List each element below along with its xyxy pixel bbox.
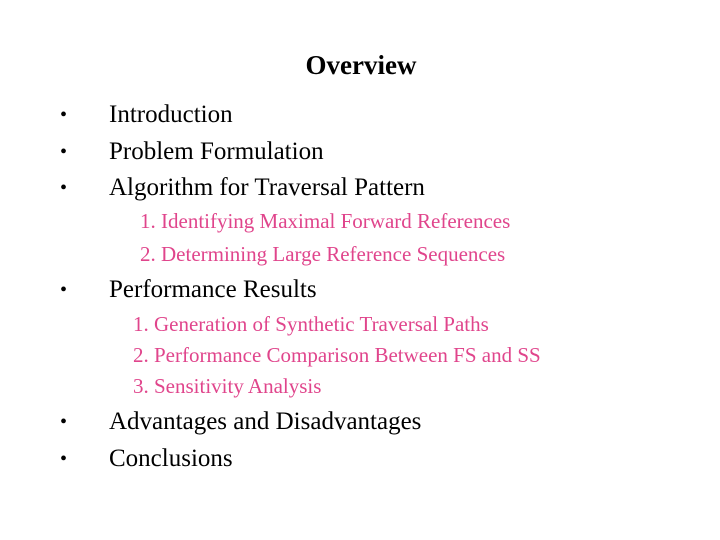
performance-subitem-1: 1. Generation of Synthetic Traversal Paths	[133, 312, 489, 336]
item-label: Advantages and Disadvantages	[109, 408, 422, 435]
slide-title	[0, 50, 720, 81]
bullet-icon: •	[60, 411, 68, 433]
bullet-icon: •	[60, 177, 68, 199]
algorithm-subitem-2: 2. Determining Large Reference Sequences	[140, 242, 506, 266]
performance-subitem-3: 3. Sensitivity Analysis	[133, 374, 322, 398]
item-label: Conclusions	[109, 445, 233, 472]
slide-title-text: Overview	[305, 50, 417, 80]
bullet-icon: •	[60, 279, 68, 301]
item-label: Problem Formulation	[109, 138, 324, 165]
item-label: Performance Results	[109, 276, 317, 303]
bullet-icon: •	[60, 141, 68, 163]
performance-subitem-2: 2. Performance Comparison Between FS and SS	[133, 343, 541, 367]
algorithm-subitem-1: 1. Identifying Maximal Forward References	[140, 209, 511, 233]
item-label: Introduction	[109, 101, 233, 128]
bullet-icon: •	[60, 104, 68, 126]
bullet-icon: •	[60, 448, 68, 470]
item-label: Algorithm for Traversal Pattern	[109, 174, 425, 201]
